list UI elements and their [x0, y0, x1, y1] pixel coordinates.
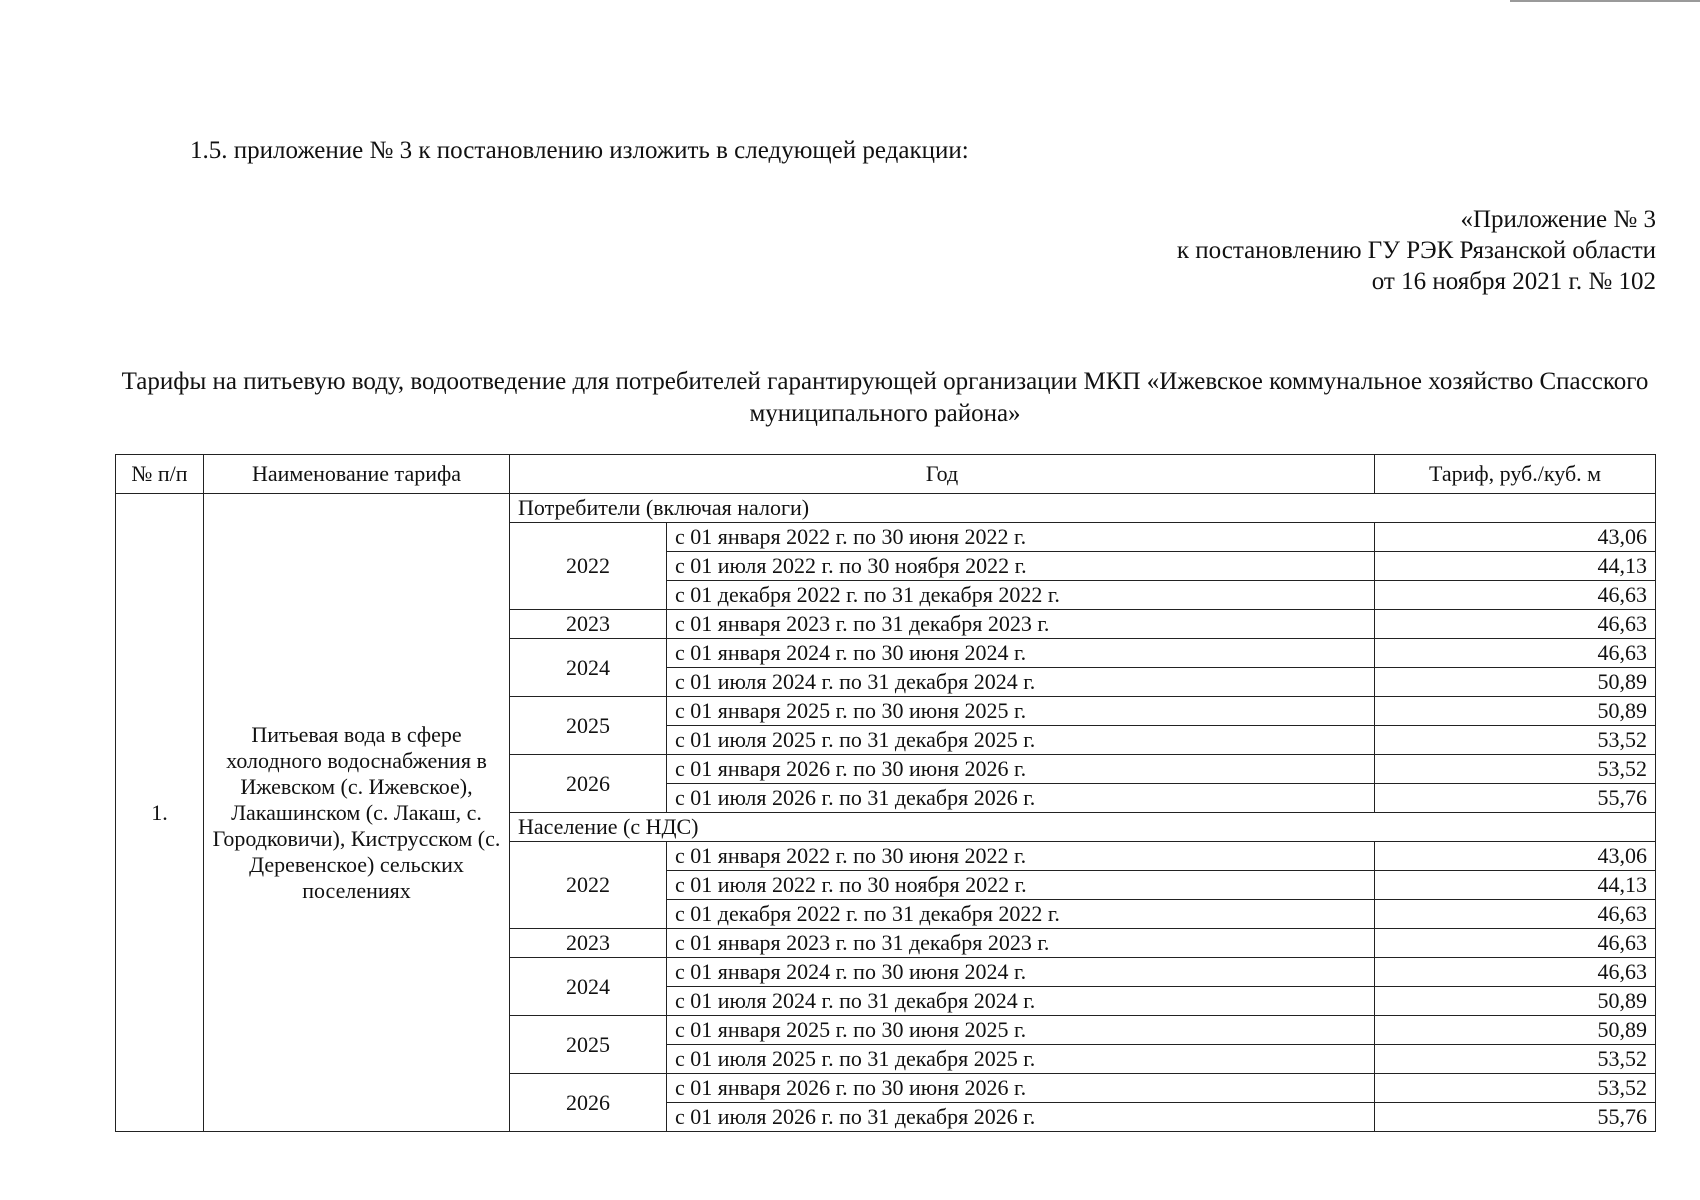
appendix-line-1: «Приложение № 3 — [1460, 206, 1656, 233]
year-cell: 2026 — [510, 1074, 667, 1132]
period-cell: с 01 января 2026 г. по 30 июня 2026 г. — [667, 755, 1375, 784]
period-cell: с 01 июля 2025 г. по 31 декабря 2025 г. — [667, 1045, 1375, 1074]
tariff-value-cell: 50,89 — [1375, 668, 1656, 697]
tariff-value-cell: 43,06 — [1375, 842, 1656, 871]
period-cell: с 01 января 2024 г. по 30 июня 2024 г. — [667, 958, 1375, 987]
appendix-line-3: от 16 ноября 2021 г. № 102 — [1371, 268, 1656, 295]
period-cell: с 01 января 2024 г. по 30 июня 2024 г. — [667, 639, 1375, 668]
tariff-value-cell: 53,52 — [1375, 726, 1656, 755]
header-tariff-value: Тариф, руб./куб. м — [1375, 455, 1656, 494]
period-cell: с 01 июля 2026 г. по 31 декабря 2026 г. — [667, 1103, 1375, 1132]
tariff-value-cell: 53,52 — [1375, 755, 1656, 784]
year-cell: 2022 — [510, 842, 667, 929]
top-edge-rule — [1510, 0, 1700, 2]
tariff-value-cell: 55,76 — [1375, 784, 1656, 813]
period-cell: с 01 января 2025 г. по 30 июня 2025 г. — [667, 1016, 1375, 1045]
tariff-value-cell: 43,06 — [1375, 523, 1656, 552]
document-title: Тарифы на питьевую воду, водоотведение для потребителей гарантирующей организации МКП «Ижевское коммунальное хозяйство Спасского муниципального района» — [121, 368, 1649, 427]
year-cell: 2026 — [510, 755, 667, 813]
tariff-value-cell: 46,63 — [1375, 900, 1656, 929]
header-number: № п/п — [116, 455, 204, 494]
intro-paragraph: 1.5. приложение № 3 к постановлению изложить в следующей редакции: — [190, 137, 969, 164]
tariff-value-cell: 44,13 — [1375, 871, 1656, 900]
period-cell: с 01 января 2023 г. по 31 декабря 2023 г. — [667, 929, 1375, 958]
tariff-name-cell: Питьевая вода в сфере холодного водоснабжения в Ижевском (с. Ижевское), Лакашинском (с. Лакаш, с. Городковичи), Киструсском (с. Деревенское) сельских поселениях — [204, 494, 510, 1132]
tariff-value-cell: 46,63 — [1375, 958, 1656, 987]
year-cell: 2023 — [510, 929, 667, 958]
tariff-value-cell: 50,89 — [1375, 697, 1656, 726]
period-cell: с 01 января 2022 г. по 30 июня 2022 г. — [667, 842, 1375, 871]
consumer-group-label: Потребители (включая налоги) — [510, 494, 1656, 523]
tariff-table — [115, 454, 1656, 1132]
header-year: Год — [510, 455, 1375, 494]
period-cell: с 01 июля 2026 г. по 31 декабря 2026 г. — [667, 784, 1375, 813]
tariff-value-cell: 46,63 — [1375, 581, 1656, 610]
tariff-value-cell: 55,76 — [1375, 1103, 1656, 1132]
year-cell: 2022 — [510, 523, 667, 610]
period-cell: с 01 января 2025 г. по 30 июня 2025 г. — [667, 697, 1375, 726]
consumer-group-label: Население (с НДС) — [510, 813, 1656, 842]
tariff-value-cell: 46,63 — [1375, 929, 1656, 958]
period-cell: с 01 июля 2024 г. по 31 декабря 2024 г. — [667, 987, 1375, 1016]
period-cell: с 01 июля 2022 г. по 30 ноября 2022 г. — [667, 871, 1375, 900]
header-tariff-name: Наименование тарифа — [204, 455, 510, 494]
tariff-value-cell: 50,89 — [1375, 987, 1656, 1016]
period-cell: с 01 января 2023 г. по 31 декабря 2023 г. — [667, 610, 1375, 639]
row-number: 1. — [116, 494, 204, 1132]
period-cell: с 01 июля 2022 г. по 30 ноября 2022 г. — [667, 552, 1375, 581]
year-cell: 2024 — [510, 958, 667, 1016]
period-cell: с 01 января 2022 г. по 30 июня 2022 г. — [667, 523, 1375, 552]
appendix-line-2: к постановлению ГУ РЭК Рязанской области — [1176, 237, 1656, 264]
tariff-value-cell: 46,63 — [1375, 639, 1656, 668]
tariff-value-cell: 53,52 — [1375, 1045, 1656, 1074]
year-cell: 2025 — [510, 1016, 667, 1074]
table-body — [116, 494, 1656, 1132]
period-cell: с 01 июля 2025 г. по 31 декабря 2025 г. — [667, 726, 1375, 755]
tariff-value-cell: 53,52 — [1375, 1074, 1656, 1103]
year-cell: 2024 — [510, 639, 667, 697]
period-cell: с 01 июля 2024 г. по 31 декабря 2024 г. — [667, 668, 1375, 697]
period-cell: с 01 декабря 2022 г. по 31 декабря 2022 г. — [667, 581, 1375, 610]
tariff-value-cell: 50,89 — [1375, 1016, 1656, 1045]
period-cell: с 01 января 2026 г. по 30 июня 2026 г. — [667, 1074, 1375, 1103]
group-row — [116, 494, 1656, 523]
year-cell: 2023 — [510, 610, 667, 639]
tariff-value-cell: 44,13 — [1375, 552, 1656, 581]
year-cell: 2025 — [510, 697, 667, 755]
appendix-header — [1177, 204, 1656, 297]
period-cell: с 01 декабря 2022 г. по 31 декабря 2022 г. — [667, 900, 1375, 929]
table-header-row — [116, 455, 1656, 494]
tariff-value-cell: 46,63 — [1375, 610, 1656, 639]
